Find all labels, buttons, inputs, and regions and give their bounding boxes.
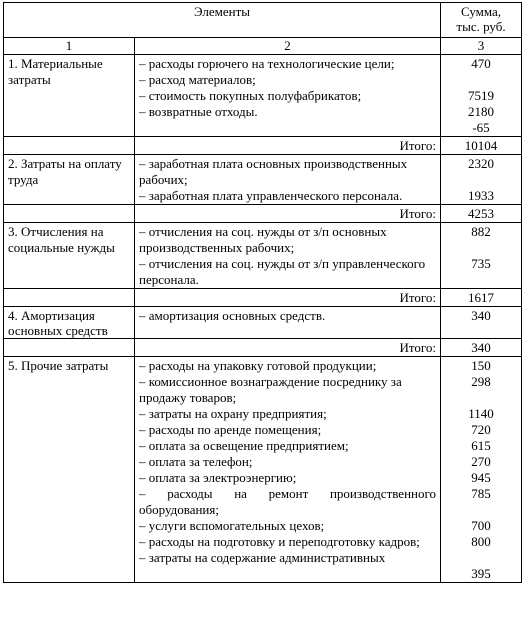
section-row-labor — [4, 155, 522, 205]
total-empty-cell — [4, 205, 135, 223]
item-text: – расход материалов; — [139, 72, 256, 87]
total-row — [4, 339, 522, 357]
item-value: 470 — [471, 56, 491, 71]
header-sum-line1: Сумма, — [460, 4, 502, 19]
cost-elements-table — [3, 2, 522, 583]
item-value: 785 — [471, 486, 491, 501]
section-row-social — [4, 223, 522, 289]
column-number-3: 3 — [441, 38, 522, 55]
item-text: – затраты на содержание административных — [139, 550, 386, 565]
item-value: 800 — [471, 534, 491, 549]
item-text: – расходы на ремонт производственного оборудования; — [139, 486, 437, 517]
total-label: Итого: — [135, 137, 441, 155]
total-row — [4, 289, 522, 307]
item-text: – расходы на упаковку готовой продукции; — [139, 358, 377, 373]
total-empty-cell — [4, 289, 135, 307]
item-text: – стоимость покупных полуфабрикатов; — [139, 88, 362, 103]
items-cell — [135, 223, 441, 289]
category-label: 5. Прочие затраты — [4, 357, 135, 583]
items-cell — [135, 357, 441, 583]
header-sum — [441, 3, 522, 38]
item-text: – расходы по аренде помещения; — [139, 422, 322, 437]
item-value: 270 — [471, 454, 491, 469]
item-value: 1933 — [468, 188, 495, 203]
values-cell — [441, 307, 522, 339]
item-text: – оплата за электроэнергию; — [139, 470, 297, 485]
item-text: – заработная плата управленческого персонала. — [139, 188, 403, 203]
item-value: 395 — [471, 566, 491, 581]
item-text: – отчисления на соц. нужды от з/п основных производственных рабочих; — [139, 224, 387, 255]
category-label: 3. Отчисления на социальные нужды — [4, 223, 135, 289]
item-value: 298 — [471, 374, 491, 389]
item-value: 150 — [471, 358, 491, 373]
header-sum-line2: тыс. руб. — [456, 19, 506, 34]
values-cell — [441, 155, 522, 205]
values-cell — [441, 357, 522, 583]
item-text: – услуги вспомогательных цехов; — [139, 518, 325, 533]
item-text: – заработная плата основных производственных рабочих; — [139, 156, 408, 187]
item-text: – расходы на подготовку и переподготовку кадров; — [139, 534, 420, 549]
header-elements: Элементы — [4, 3, 441, 38]
section-row-other — [4, 357, 522, 583]
items-cell — [135, 307, 441, 339]
total-value: 340 — [441, 339, 522, 357]
total-value: 10104 — [441, 137, 522, 155]
column-number-1: 1 — [4, 38, 135, 55]
column-number-row — [4, 38, 522, 55]
item-value: 7519 — [468, 88, 495, 103]
item-text: – возвратные отходы. — [139, 104, 258, 119]
item-value: -65 — [472, 120, 490, 135]
items-cell — [135, 155, 441, 205]
item-text: – комиссионное вознаграждение посреднику за продажу товаров; — [139, 374, 402, 405]
items-cell — [135, 55, 441, 137]
category-label: 2. Затраты на оплату труда — [4, 155, 135, 205]
item-value: 700 — [471, 518, 491, 533]
total-label: Итого: — [135, 339, 441, 357]
item-value: 2320 — [468, 156, 495, 171]
item-text: – оплата за освещение предприятием; — [139, 438, 349, 453]
item-text: – отчисления на соц. нужды от з/п управленческого персонала. — [139, 256, 426, 287]
section-row-material — [4, 55, 522, 137]
total-label: Итого: — [135, 289, 441, 307]
section-row-depreciation — [4, 307, 522, 339]
values-cell — [441, 223, 522, 289]
item-value: 720 — [471, 422, 491, 437]
category-label: 4. Амортизация основных средств — [4, 307, 135, 339]
total-empty-cell — [4, 339, 135, 357]
item-text: – амортизация основных средств. — [139, 308, 326, 323]
values-cell — [441, 55, 522, 137]
header-row — [4, 3, 522, 38]
item-value: 882 — [471, 224, 491, 239]
total-row — [4, 137, 522, 155]
total-value: 4253 — [441, 205, 522, 223]
item-text: – затраты на охрану предприятия; — [139, 406, 327, 421]
item-text: – расходы горючего на технологические цели; — [139, 56, 395, 71]
column-number-2: 2 — [135, 38, 441, 55]
total-label: Итого: — [135, 205, 441, 223]
item-value: 615 — [471, 438, 491, 453]
item-value: 2180 — [468, 104, 495, 119]
category-label: 1. Материальные затраты — [4, 55, 135, 137]
total-row — [4, 205, 522, 223]
total-value: 1617 — [441, 289, 522, 307]
item-value: 340 — [471, 308, 491, 323]
item-value: 735 — [471, 256, 491, 271]
item-value: 1140 — [468, 406, 494, 421]
item-value: 945 — [471, 470, 491, 485]
total-empty-cell — [4, 137, 135, 155]
item-text: – оплата за телефон; — [139, 454, 253, 469]
